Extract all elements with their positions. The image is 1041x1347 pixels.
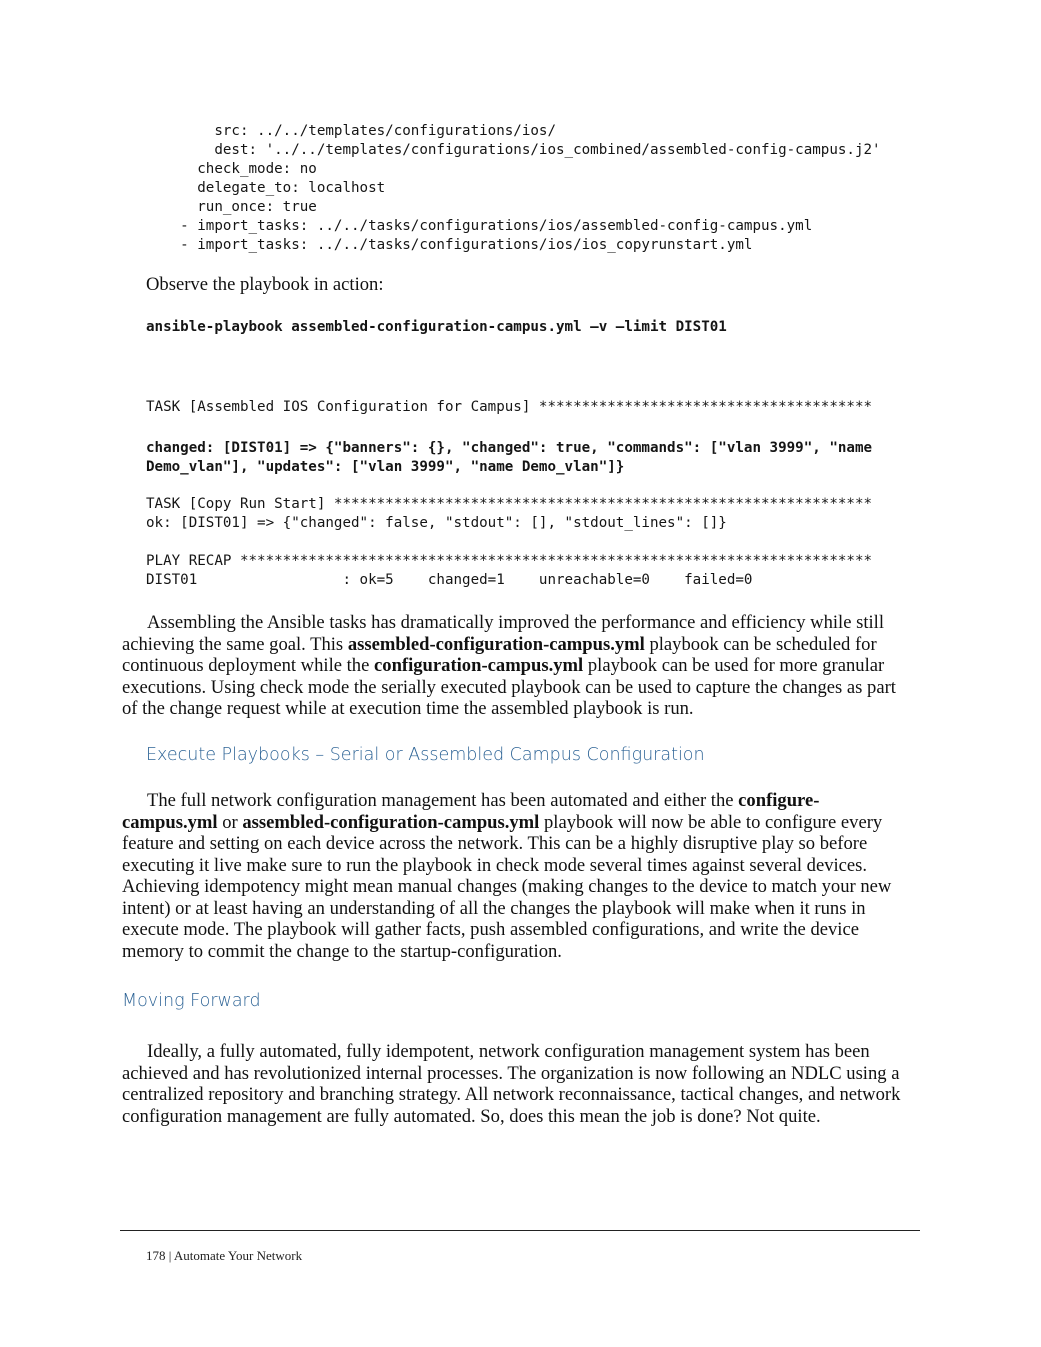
recap-row: DIST01 : ok=5 changed=1 unreachable=0 failed=0	[146, 572, 753, 588]
paragraph-ideally: Ideally, a fully automated, fully idempotent, network configuration management system has been achieved and has revolutionized internal processes. The organization is now following an NDLC using a centralized repository and branching strategy. All network reconnaissance, tactical changes, and network configuration management are fully automated. So, does this mean the job is done? Not quite.	[122, 1041, 901, 1127]
code-line: src: ../../templates/configurations/ios/	[146, 123, 556, 139]
task-copy-line: TASK [Copy Run Start] ***************************************************************	[146, 496, 873, 512]
code-block-playbook	[146, 122, 881, 255]
ok-line: ok: [DIST01] => {"changed": false, "stdout": [], "stdout_lines": []}	[146, 515, 727, 531]
changed-line-1: changed: [DIST01] => {"banners": {}, "changed": true, "commands": ["vlan 3999", "name	[146, 440, 873, 456]
paragraph-full-network: The full network configuration management has been automated and either the configure-campus.yml or assembled-configuration-campus.yml playbook will now be able to configure every feature and setting on each device across the network. This can be a highly disruptive play so before executing it live make sure to run the playbook in check mode several times against several devices. Achieving idempotency might mean manual changes (making changes to the device to match your new intent) or at least having an understanding of all the changes the playbook will make when it runs in execute mode. The playbook will gather facts, push assembled configurations, and write the device memory to commit the change to the startup-configuration.	[122, 790, 892, 962]
changed-line-2: Demo_vlan"], "updates": ["vlan 3999", "name Demo_vlan"]}	[146, 459, 625, 475]
code-line: - import_tasks: ../../tasks/configurations/ios/ios_copyrunstart.yml	[146, 237, 753, 253]
play-recap-output	[146, 552, 872, 590]
code-line: dest: '../../templates/configurations/ios_combined/assembled-config-campus.j2'	[146, 142, 881, 158]
section-heading-moving-forward: Moving Forward	[122, 991, 261, 1011]
changed-output	[146, 439, 872, 477]
copy-run-output	[146, 495, 872, 533]
paragraph-assembling: Assembling the Ansible tasks has dramatically improved the performance and efficiency while still achieving the same goal. This assembled-configuration-campus.yml playbook can be scheduled for continuous deployment while the configuration-campus.yml playbook can be used for more granular executions. Using check mode the serially executed playbook can be used to capture the changes as part of the change request while at execution time the assembled playbook is run.	[122, 612, 896, 719]
page-footer: 178 | Automate Your Network	[146, 1248, 303, 1263]
command-line: ansible-playbook assembled-configuration-campus.yml –v –limit DIST01	[146, 319, 727, 335]
footer-divider	[120, 1230, 920, 1231]
observe-text: Observe the playbook in action:	[146, 274, 384, 295]
task-assembled-line: TASK [Assembled IOS Configuration for Campus] ***************************************	[146, 399, 873, 415]
code-line: run_once: true	[146, 199, 317, 215]
section-heading-execute: Execute Playbooks – Serial or Assembled Campus Configuration	[146, 745, 705, 765]
code-line: check_mode: no	[146, 161, 317, 177]
code-line: delegate_to: localhost	[146, 180, 386, 196]
code-line: - import_tasks: ../../tasks/configurations/ios/assembled-config-campus.yml	[146, 218, 813, 234]
recap-header: PLAY RECAP **************************************************************************	[146, 553, 873, 569]
